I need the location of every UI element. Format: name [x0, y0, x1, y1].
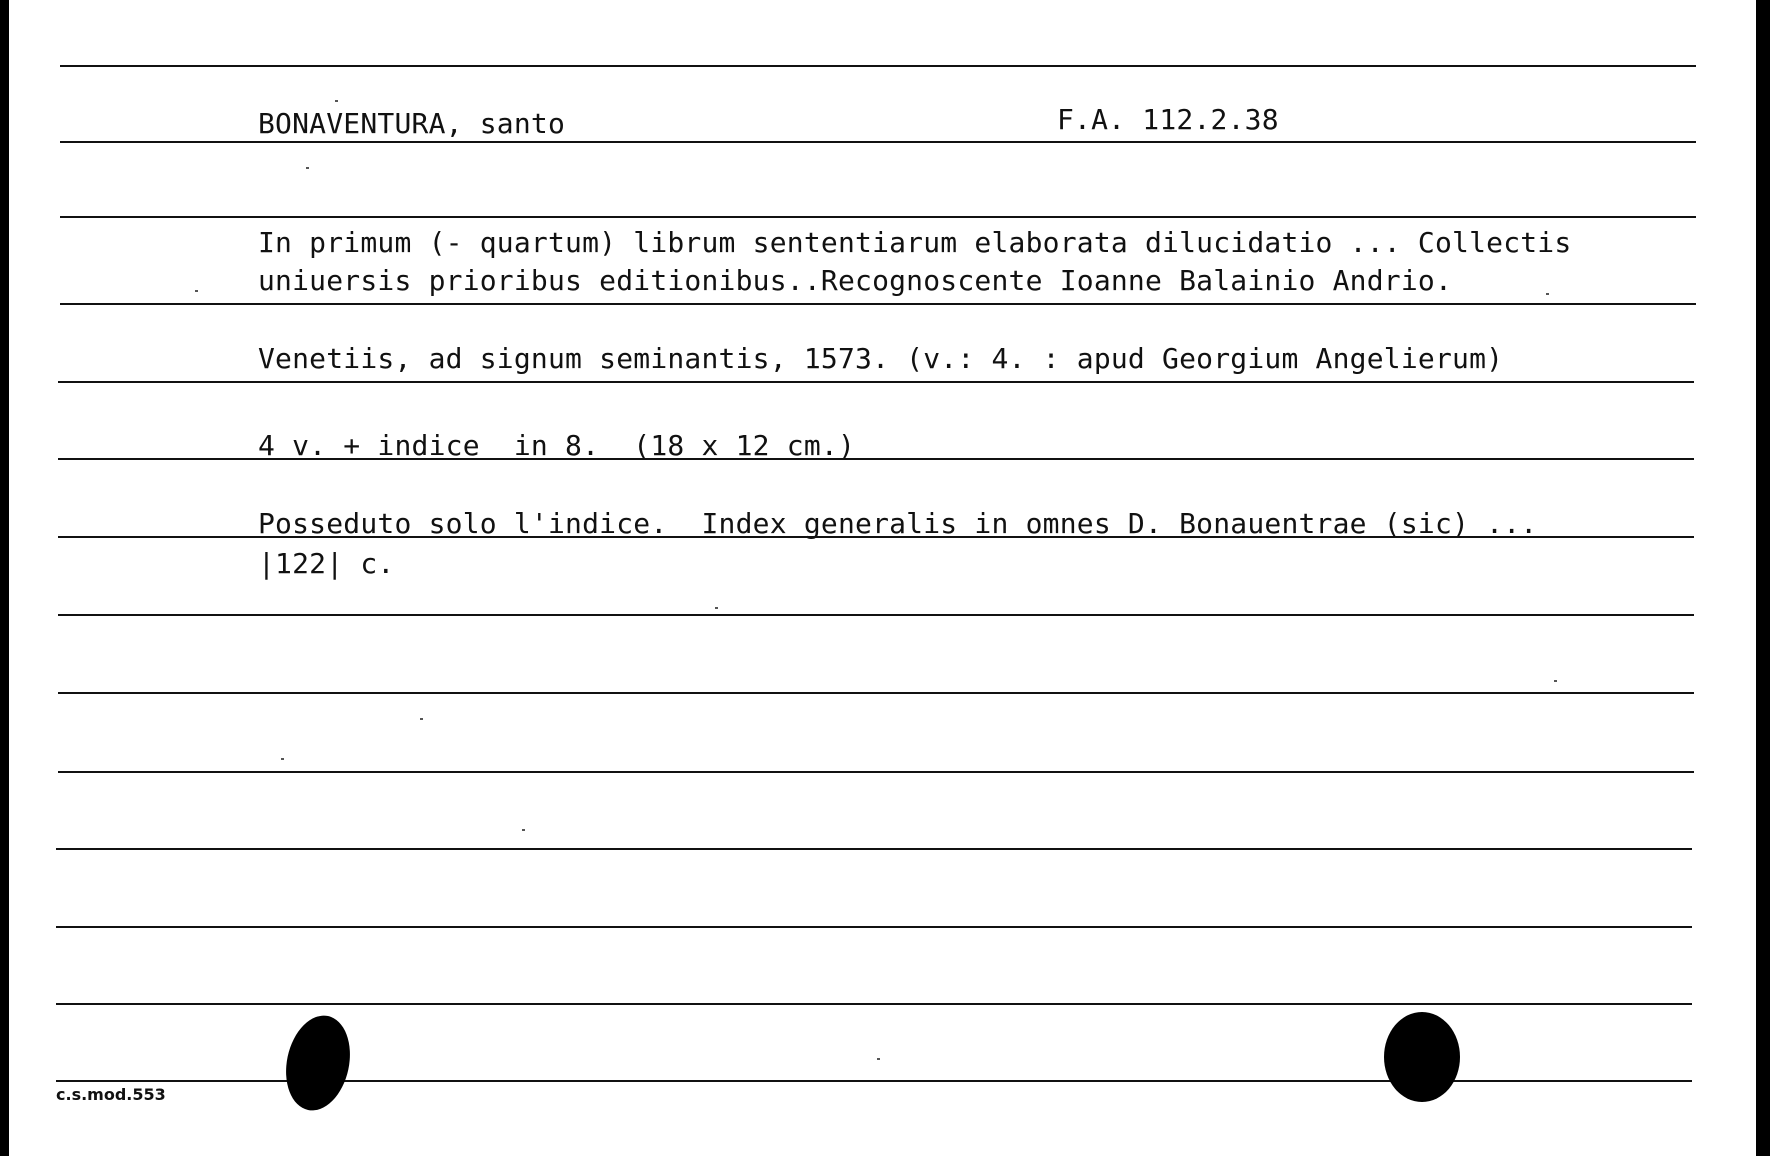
- scan-speck: [715, 607, 718, 609]
- imprint: Venetiis, ad signum seminantis, 1573. (v.: 4. : apud Georgium Angelierum): [258, 342, 1504, 375]
- ruled-line: [56, 1003, 1692, 1005]
- shelfmark: F.A. 112.2.38: [1057, 103, 1279, 136]
- physical-description: 4 v. + indice in 8. (18 x 12 cm.): [258, 429, 856, 462]
- note-line-1: Posseduto solo l'indice. Index generalis in omnes D. Bonauentrae (sic) ...: [258, 507, 1538, 540]
- scan-right-border: [1756, 0, 1770, 1156]
- scan-speck: [877, 1058, 880, 1060]
- scan-left-border: [0, 0, 9, 1156]
- ruled-line: [60, 65, 1696, 67]
- scan-speck: [522, 829, 525, 831]
- ruled-line: [60, 303, 1696, 305]
- ruled-line: [58, 381, 1694, 383]
- title-line-1: In primum (- quartum) librum sententiarum elaborata dilucidatio ... Collectis: [258, 226, 1572, 259]
- scan-speck: [335, 100, 338, 102]
- scan-speck: [195, 290, 198, 292]
- scan-speck: [1554, 680, 1557, 682]
- scan-speck: [306, 167, 309, 169]
- punch-hole: [278, 1010, 359, 1117]
- form-code: c.s.mod.553: [56, 1085, 166, 1104]
- ruled-line: [60, 216, 1696, 218]
- scan-speck: [1546, 293, 1549, 295]
- title-line-2: uniuersis prioribus editionibus..Recognoscente Ioanne Balainio Andrio.: [258, 264, 1453, 297]
- ruled-line: [56, 926, 1692, 928]
- punch-hole: [1384, 1012, 1460, 1102]
- scan-speck: [420, 718, 423, 720]
- ruled-line: [58, 771, 1694, 773]
- ruled-line: [58, 614, 1694, 616]
- ruled-line: [56, 848, 1692, 850]
- note-line-2: |122| c.: [258, 547, 395, 580]
- heading: BONAVENTURA, santo: [258, 107, 566, 140]
- scan-speck: [281, 758, 284, 760]
- ruled-line: [58, 692, 1694, 694]
